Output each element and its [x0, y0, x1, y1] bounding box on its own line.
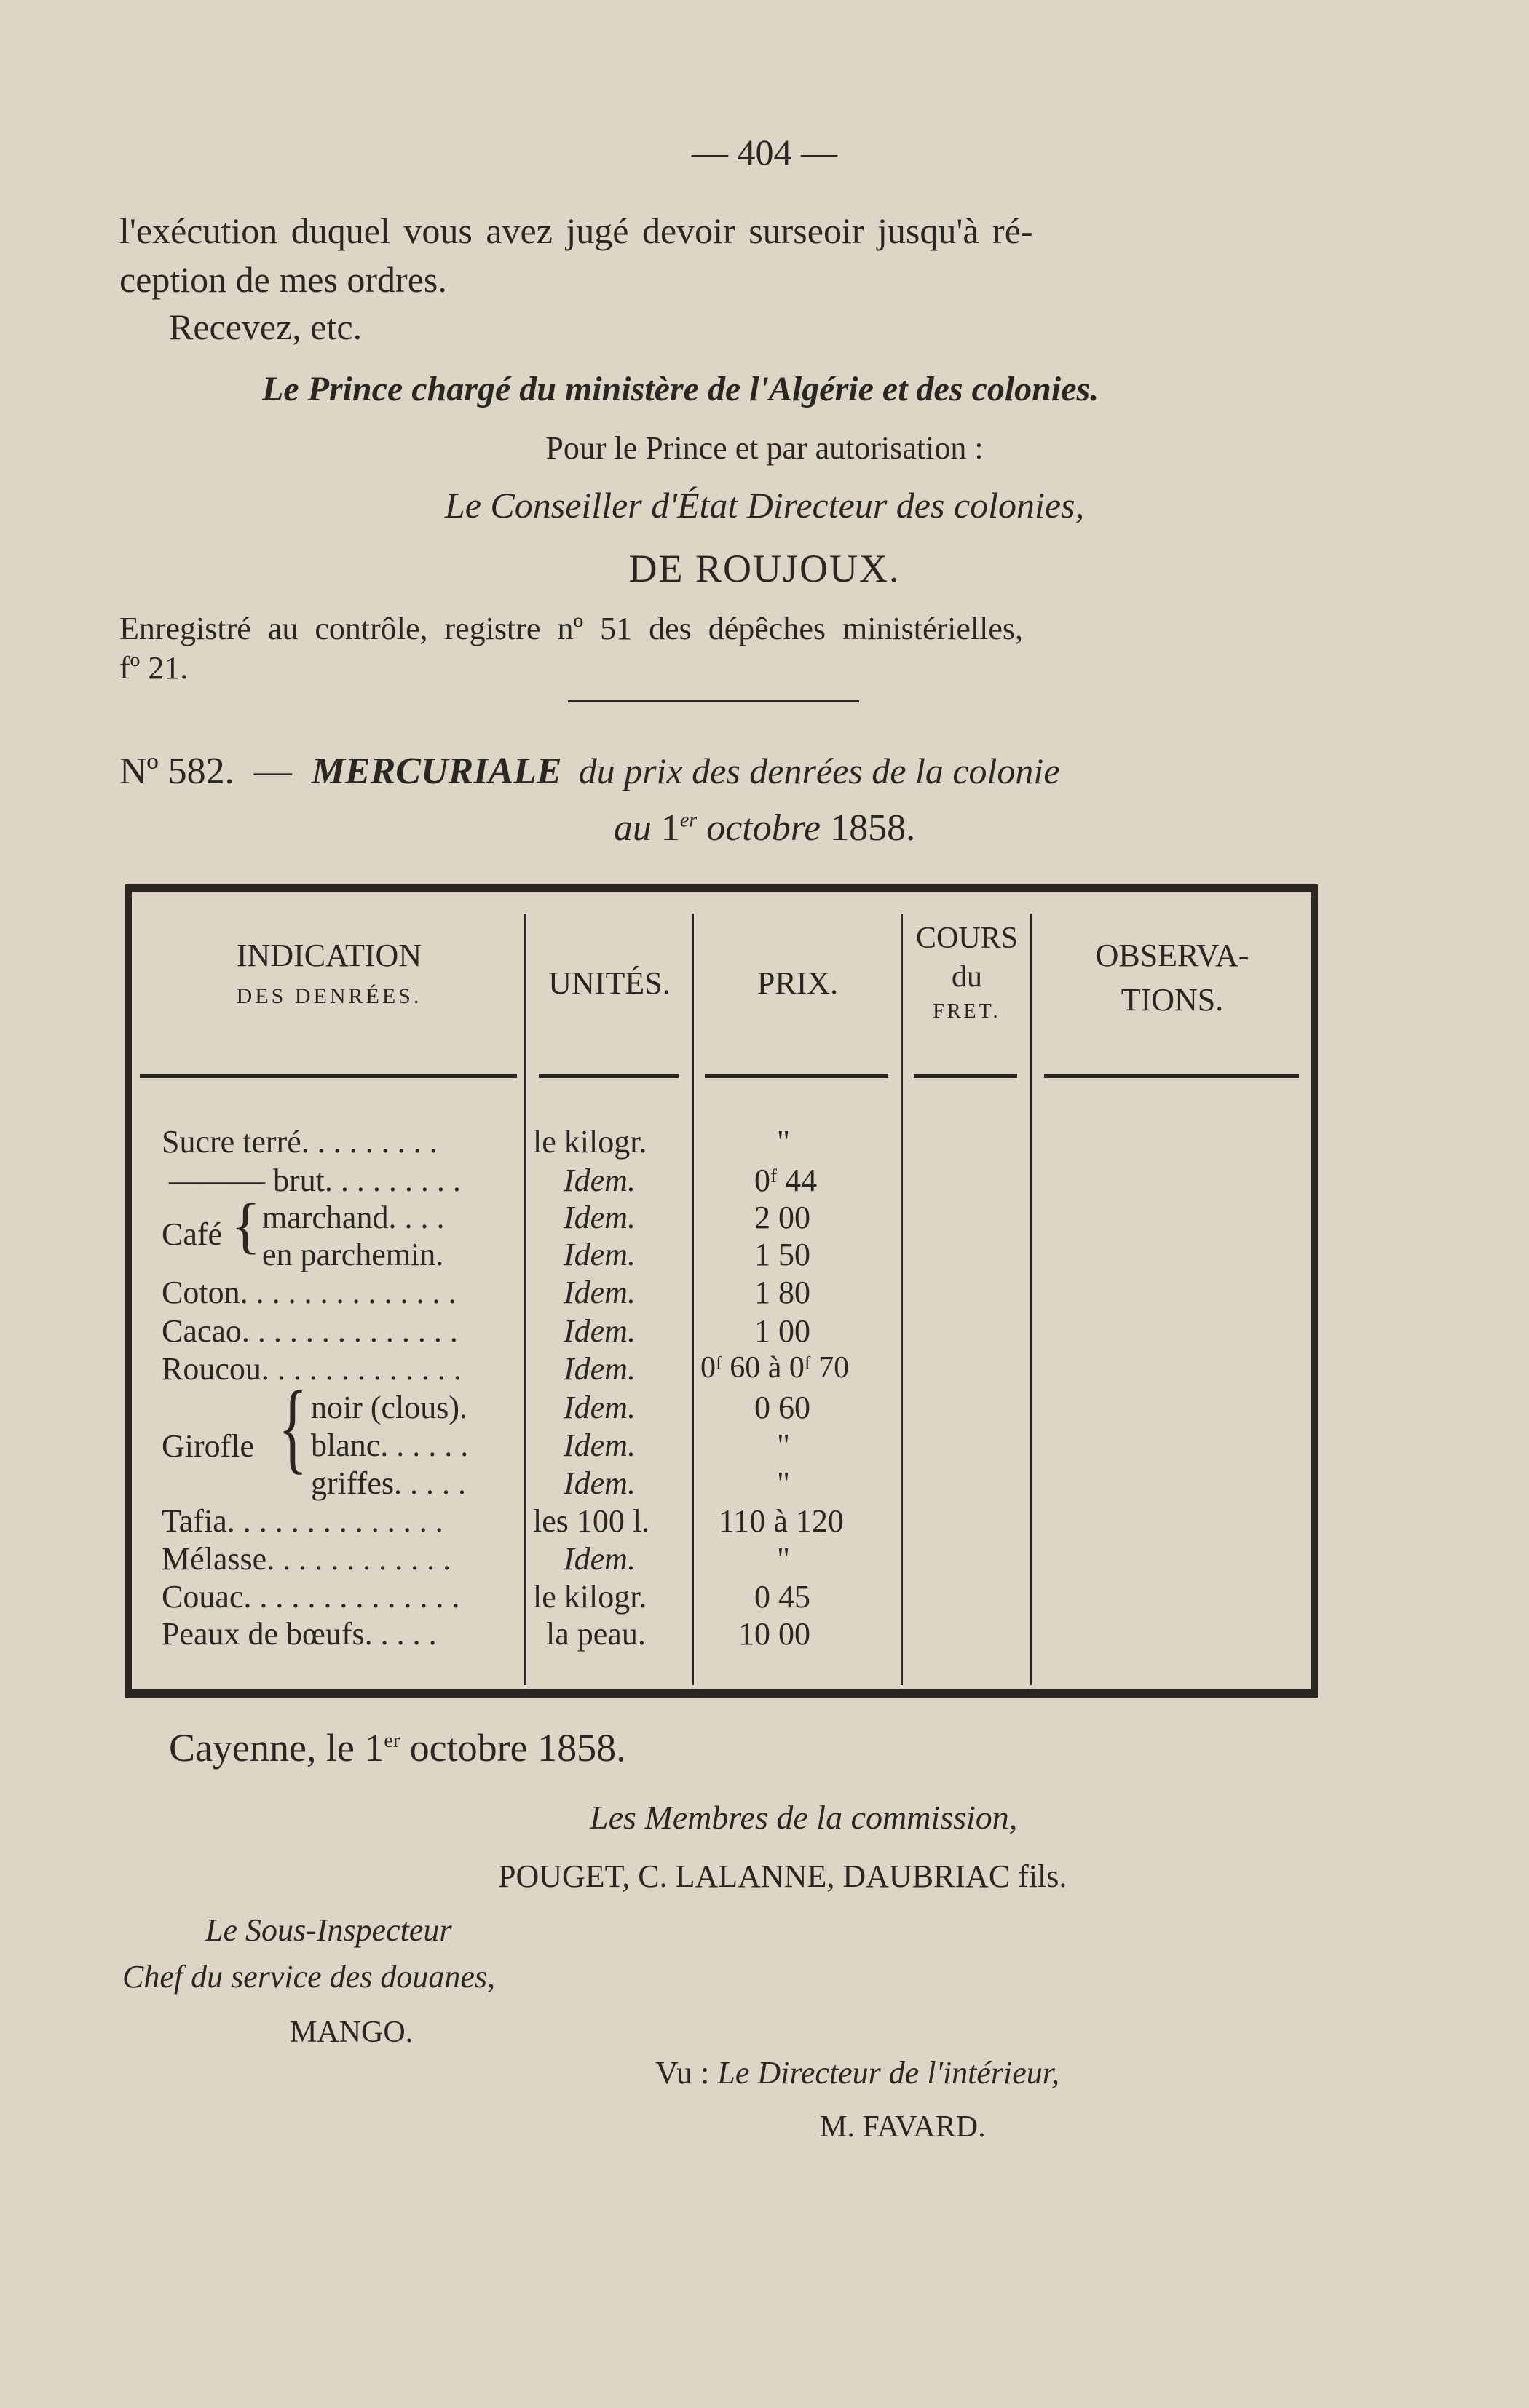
document-heading [119, 750, 1060, 793]
row-denree-11: Mélasse. . . . . . . . . . . . [162, 1541, 451, 1577]
heading-year: 1858. [830, 807, 916, 849]
row-unite-5: Idem. [564, 1313, 636, 1349]
row-prix-5: 1 00 [754, 1313, 810, 1349]
roujoux-name: DE ROUJOUX. [628, 547, 901, 590]
header-obs-line2: TIONS. [1121, 982, 1224, 1018]
table-bottom-border [125, 1689, 1318, 1698]
heading-month: octobre [706, 807, 821, 849]
row-unite-1: Idem. [564, 1163, 636, 1198]
table-right-border [1311, 884, 1318, 1698]
row-unite-13: la peau. [546, 1616, 646, 1652]
header-indication-line2: DES DENRÉES. [236, 984, 422, 1008]
heading-date-sup: er [679, 809, 698, 832]
place-date [169, 1725, 626, 1770]
place-date-rest: octobre 1858. [409, 1726, 626, 1770]
header-prix: PRIX. [756, 965, 839, 1001]
heading-dash: — [253, 750, 292, 792]
header-rule-1 [140, 1074, 517, 1078]
intro-line-1: l'exécution duquel vous avez jugé devoir surseoir jusqu'à ré- [119, 210, 1033, 251]
row-unite-12: le kilogr. [533, 1579, 647, 1615]
header-indication [140, 935, 518, 1010]
row-unite-11: Idem. [564, 1541, 636, 1577]
row-unite-9: Idem. [564, 1465, 636, 1501]
document-number: Nº 582. [119, 750, 234, 792]
mercuriale-table [125, 884, 1318, 1698]
chef-douanes: Chef du service des douanes, [122, 1959, 495, 1995]
row-prix-0: " [777, 1124, 790, 1160]
row-unite-2: Idem. [564, 1200, 636, 1235]
conseiller-title: Le Conseiller d'État Directeur des colonies, [444, 485, 1085, 526]
prince-signature: Le Prince chargé du ministère de l'Algérie et des colonies. [262, 370, 1099, 408]
registration-line-2: fº 21. [119, 650, 189, 686]
row-denree-0: Sucre terré. . . . . . . . . [162, 1124, 438, 1160]
row-denree-6: Roucou. . . . . . . . . . . . . [162, 1351, 462, 1387]
intro-line-3: Recevez, etc. [169, 306, 363, 347]
row-prix-9: " [777, 1465, 790, 1501]
header-indication-line1: INDICATION [236, 938, 422, 973]
row-prix-2: 2 00 [754, 1200, 810, 1235]
row-denree-12: Couac. . . . . . . . . . . . . . [162, 1579, 460, 1615]
row-prix-4: 1 80 [754, 1275, 810, 1310]
section-divider [568, 700, 859, 702]
place-date-sup: er [384, 1730, 400, 1752]
header-cours-line2: du [952, 959, 982, 994]
header-rule-4 [914, 1074, 1017, 1078]
pour-le-prince: Pour le Prince et par autorisation : [545, 430, 984, 466]
header-rule-3 [705, 1074, 888, 1078]
row-prix-1: 0ᶠ 44 [754, 1163, 818, 1198]
col-sep-1 [524, 914, 526, 1685]
girofle-brace: { [278, 1371, 308, 1484]
row-denree-5: Cacao. . . . . . . . . . . . . . [162, 1313, 458, 1349]
heading-date [0, 807, 1529, 849]
row-denree-7: noir (clous). [311, 1390, 468, 1425]
row-unite-7: Idem. [564, 1390, 636, 1425]
row-denree-13: Peaux de bœufs. . . . . [162, 1616, 437, 1652]
col-sep-3 [901, 914, 903, 1685]
row-denree-9: griffes. . . . . [311, 1465, 467, 1501]
group-label-cafe: Café [162, 1216, 223, 1252]
row-unite-6: Idem. [564, 1351, 636, 1387]
header-rule-2 [539, 1074, 679, 1078]
row-unite-3: Idem. [564, 1237, 636, 1272]
row-denree-10: Tafia. . . . . . . . . . . . . . [162, 1503, 443, 1539]
table-left-border [125, 884, 132, 1698]
favard-name: M. FAVARD. [820, 2110, 986, 2144]
vu-prefix: Vu : [655, 2055, 710, 2091]
row-prix-8: " [777, 1427, 790, 1463]
page-number: — 404 — [692, 132, 837, 173]
col-sep-4 [1030, 914, 1032, 1685]
cafe-brace: { [231, 1190, 261, 1260]
row-denree-1: ——— brut. . . . . . . . . [169, 1163, 461, 1198]
commission-members: Les Membres de la commission, [590, 1799, 1018, 1836]
mercuriale-title: MERCURIALE [311, 750, 562, 792]
row-denree-4: Coton. . . . . . . . . . . . . . [162, 1275, 457, 1310]
group-label-girofle: Girofle [162, 1428, 255, 1464]
table-top-border [125, 884, 1318, 892]
header-obs-line1: OBSERVA- [1095, 938, 1249, 973]
heading-title-rest: du prix des denrées de la colonie [578, 750, 1060, 791]
row-denree-8: blanc. . . . . . [311, 1427, 469, 1463]
vu-directeur [655, 2054, 1059, 2091]
row-prix-12: 0 45 [754, 1579, 810, 1615]
header-cours-line1: COURS [915, 922, 1019, 955]
vu-rest: Le Directeur de l'intérieur, [717, 2055, 1060, 2091]
heading-au: au [613, 807, 652, 849]
row-prix-6: 0ᶠ 60 à 0ᶠ 70 [700, 1351, 850, 1385]
row-prix-10: 110 à 120 [719, 1503, 844, 1539]
header-observations [1033, 935, 1311, 1020]
row-denree-2: marchand. . . . [262, 1200, 445, 1235]
header-rule-5 [1044, 1074, 1299, 1078]
registration-line-1: Enregistré au contrôle, registre nº 51 des dépêches ministérielles, [119, 611, 1024, 646]
sous-inspecteur: Le Sous-Inspecteur [205, 1912, 452, 1948]
col-sep-2 [692, 914, 694, 1685]
row-unite-10: les 100 l. [533, 1503, 650, 1539]
header-cours-line3: FRET. [933, 1000, 1001, 1023]
row-prix-7: 0 60 [754, 1390, 810, 1425]
row-unite-4: Idem. [564, 1275, 636, 1310]
row-prix-13: 10 00 [738, 1616, 810, 1652]
row-unite-8: Idem. [564, 1427, 636, 1463]
member-names: POUGET, C. LALANNE, DAUBRIAC fils. [498, 1858, 1067, 1894]
row-denree-3: en parchemin. [262, 1237, 444, 1272]
heading-date-num: 1 [660, 807, 680, 849]
header-unites: UNITÉS. [548, 965, 671, 1001]
row-prix-11: " [777, 1541, 790, 1577]
intro-line-2: ception de mes ordres. [119, 259, 447, 300]
row-prix-3: 1 50 [754, 1237, 810, 1272]
row-unite-0: le kilogr. [533, 1124, 647, 1160]
header-cours [904, 919, 1030, 1024]
mango-name: MANGO. [290, 2016, 414, 2049]
place-date-text: Cayenne, le 1 [169, 1726, 384, 1770]
